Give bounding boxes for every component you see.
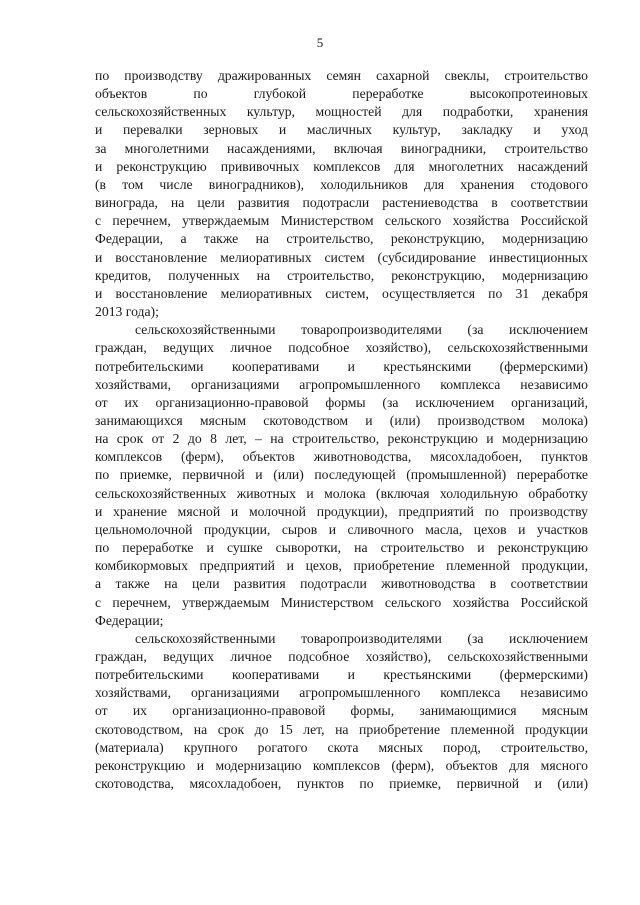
text-line: объектов по глубокой переработке высокопротеиновых [95,86,588,102]
text-line: сельскохозяйственных животных и молока (включая холодильную обработку [95,485,588,501]
text-line: хозяйствами, организациями агропромышленного комплекса независимо [95,376,588,392]
text-line: 2013 года); [95,304,159,320]
text-line: (в том числе виноградников), холодильников для хранения стодового [95,176,588,192]
text-line: Федерации, а также на строительство, реконструкцию, модернизацию [95,231,588,247]
text-line: и восстановление мелиоративных систем (субсидирование инвестиционных [95,249,588,265]
text-line: винограда, на цели развития подотрасли растениеводства в соответствии [95,195,588,211]
text-line: от их организационно-правовой формы, занимающимися мясным [95,703,588,719]
text-line: занимающихся мясным скотоводством и (или) производством молока) [95,412,588,428]
text-line: потребительскими кооперативами и крестьянскими (фермерскими) [95,358,588,374]
text-line: (материала) крупного рогатого скота мясных пород, строительство, [95,739,588,755]
paragraph-3 [95,630,588,793]
text-line: по приемке, первичной и (или) последующей (промышленной) переработке [95,467,588,483]
text-line: сельскохозяйственными товаропроизводителями (за исключением [135,630,588,646]
text-line: с перечнем, утверждаемым Министерством сельского хозяйства Российской [95,213,588,229]
paragraph-2 [95,321,588,630]
body-text [95,67,588,793]
text-line: по производству дражированных семян сахарной свеклы, строительство [95,68,588,83]
text-line: хозяйствами, организациями агропромышленного комплекса независимо [95,685,588,701]
text-line: скотоводством, на срок до 15 лет, на приобретение племенной продукции [95,721,588,737]
text-line: кредитов, полученных на строительство, реконструкцию, модернизацию [95,267,588,283]
paragraph-1 [95,67,588,321]
text-line: с перечнем, утверждаемым Министерством сельского хозяйства Российской [95,594,588,610]
text-line: сельскохозяйственных культур, мощностей для подработки, хранения [95,104,588,120]
text-line: граждан, ведущих личное подсобное хозяйство), сельскохозяйственными [95,649,588,664]
text-line: и хранение мясной и молочной продукции), предприятий по производству [95,503,588,519]
text-line: и восстановление мелиоративных систем, осуществляется по 31 декабря [95,285,588,301]
text-line: Федерации; [95,612,164,628]
text-line: а также на цели развития подотрасли животноводства в соответствии [95,576,588,592]
text-line: и реконструкцию прививочных комплексов для многолетних насаждений [95,158,588,174]
text-line: комплексов (ферм), объектов животноводства, мясохладобоен, пунктов [95,449,588,465]
page-number: 5 [316,35,324,50]
text-line: и перевалки зерновых и масличных культур, закладку и уход [95,122,588,138]
text-line: комбикормовых предприятий и цехов, приобретение племенной продукции, [95,558,588,574]
text-line: от их организационно-правовой формы (за исключением организаций, [95,394,588,410]
text-line: сельскохозяйственными товаропроизводителями (за исключением [135,322,588,338]
text-line: цельномолочной продукции, сыров и сливочного масла, цехов и участков [95,521,588,537]
text-line: реконструкцию и модернизацию комплексов (ферм), объектов для мясного [95,757,588,773]
text-line: за многолетними насаждениями, включая виноградники, строительство [95,140,588,156]
text-line: потребительскими кооперативами и крестьянскими (фермерскими) [95,667,588,683]
text-line: по переработке и сушке сыворотки, на строительство и реконструкцию [95,540,588,556]
text-line: скотоводства, мясохладобоен, пунктов по приемке, первичной и (или) [95,776,588,792]
text-line: граждан, ведущих личное подсобное хозяйство), сельскохозяйственными [95,340,588,356]
text-line: на срок от 2 до 8 лет, – на строительство, реконструкцию и модернизацию [95,431,588,447]
